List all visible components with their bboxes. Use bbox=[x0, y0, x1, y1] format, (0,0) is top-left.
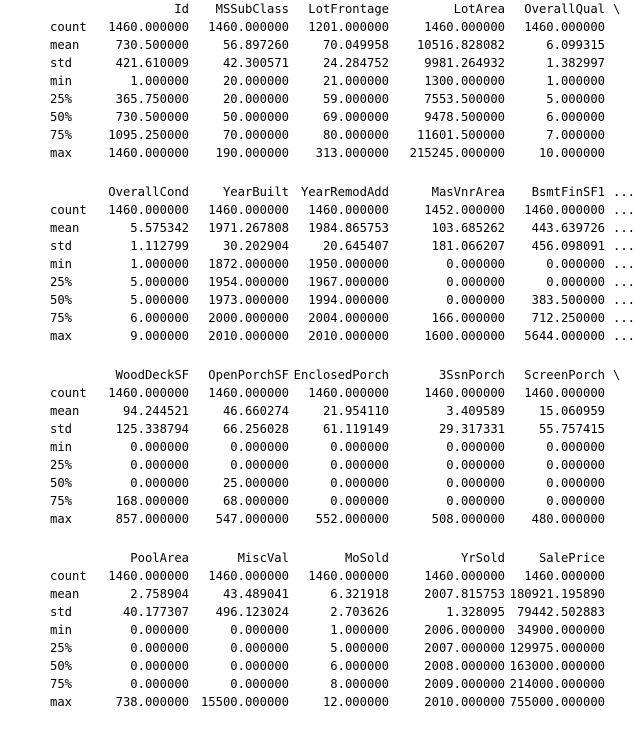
table-cell: 456.098091 bbox=[531, 239, 605, 253]
truncation-ellipsis: ... bbox=[613, 221, 636, 235]
table-cell: 2.758904 bbox=[130, 587, 189, 601]
table-row bbox=[0, 126, 641, 144]
table-row bbox=[0, 201, 641, 219]
table-row bbox=[0, 90, 641, 108]
table-row bbox=[0, 36, 641, 54]
table-cell: 0.000000 bbox=[130, 623, 189, 637]
truncation-ellipsis: ... bbox=[613, 185, 636, 199]
table-cell: 10516.828082 bbox=[416, 38, 505, 52]
table-cell: 1460.000000 bbox=[208, 386, 289, 400]
row-label: count bbox=[50, 20, 87, 34]
table-row bbox=[0, 18, 641, 36]
table-cell: 129975.000000 bbox=[509, 641, 605, 655]
table-cell: 2007.000000 bbox=[424, 641, 505, 655]
table-cell: 163000.000000 bbox=[509, 659, 605, 673]
table-cell: 0.000000 bbox=[130, 641, 189, 655]
table-cell: 365.750000 bbox=[115, 92, 189, 106]
table-row bbox=[0, 585, 641, 603]
describe-block-1 bbox=[0, 0, 641, 183]
table-cell: 180921.195890 bbox=[509, 587, 605, 601]
truncation-ellipsis: ... bbox=[613, 275, 636, 289]
table-cell: 20.000000 bbox=[222, 74, 289, 88]
table-cell: 61.119149 bbox=[322, 422, 389, 436]
table-cell: 5644.000000 bbox=[524, 329, 605, 343]
table-cell: 0.000000 bbox=[446, 458, 505, 472]
table-cell: 24.284752 bbox=[322, 56, 389, 70]
column-header: BsmtFinSF1 bbox=[531, 185, 605, 199]
row-label: 75% bbox=[50, 677, 73, 691]
table-row bbox=[0, 420, 641, 438]
table-cell: 9981.264932 bbox=[424, 56, 505, 70]
table-cell: 59.000000 bbox=[322, 92, 389, 106]
table-cell: 56.897260 bbox=[222, 38, 289, 52]
table-cell: 1950.000000 bbox=[308, 257, 389, 271]
table-cell: 6.000000 bbox=[330, 659, 389, 673]
table-cell: 1460.000000 bbox=[208, 569, 289, 583]
table-cell: 2010.000000 bbox=[308, 329, 389, 343]
header-row bbox=[0, 0, 641, 18]
table-row bbox=[0, 273, 641, 291]
table-cell: 1.000000 bbox=[130, 257, 189, 271]
table-cell: 857.000000 bbox=[115, 512, 189, 526]
column-header: PoolArea bbox=[130, 551, 189, 565]
table-cell: 1.328095 bbox=[446, 605, 505, 619]
table-cell: 70.049958 bbox=[322, 38, 389, 52]
row-label: std bbox=[50, 239, 73, 253]
table-cell: 69.000000 bbox=[322, 110, 389, 124]
table-cell: 755000.000000 bbox=[509, 695, 605, 709]
table-cell: 1460.000000 bbox=[524, 386, 605, 400]
table-cell: 50.000000 bbox=[222, 110, 289, 124]
column-header: ScreenPorch bbox=[524, 368, 605, 382]
column-header: LotFrontage bbox=[308, 2, 389, 16]
table-cell: 0.000000 bbox=[446, 257, 505, 271]
table-cell: 1.382997 bbox=[546, 56, 605, 70]
truncation-ellipsis: ... bbox=[613, 311, 636, 325]
row-label: std bbox=[50, 56, 73, 70]
header-row bbox=[0, 549, 641, 567]
table-cell: 2010.000000 bbox=[208, 329, 289, 343]
table-cell: 0.000000 bbox=[330, 458, 389, 472]
table-cell: 6.099315 bbox=[546, 38, 605, 52]
table-cell: 80.000000 bbox=[322, 128, 389, 142]
table-cell: 29.317331 bbox=[438, 422, 505, 436]
table-cell: 3.409589 bbox=[446, 404, 505, 418]
table-cell: 42.300571 bbox=[222, 56, 289, 70]
table-cell: 1460.000000 bbox=[308, 386, 389, 400]
table-cell: 0.000000 bbox=[446, 275, 505, 289]
table-cell: 11601.500000 bbox=[416, 128, 505, 142]
row-label: 75% bbox=[50, 494, 73, 508]
table-cell: 1460.000000 bbox=[308, 569, 389, 583]
column-header: YrSold bbox=[460, 551, 505, 565]
table-row bbox=[0, 144, 641, 162]
column-header: EnclosedPorch bbox=[293, 368, 389, 382]
row-label: 25% bbox=[50, 92, 73, 106]
table-cell: 2004.000000 bbox=[308, 311, 389, 325]
table-cell: 383.500000 bbox=[531, 293, 605, 307]
table-cell: 1460.000000 bbox=[108, 20, 189, 34]
table-cell: 1973.000000 bbox=[208, 293, 289, 307]
table-cell: 1460.000000 bbox=[108, 569, 189, 583]
table-cell: 421.610009 bbox=[115, 56, 189, 70]
table-row bbox=[0, 567, 641, 585]
table-row bbox=[0, 108, 641, 126]
row-label: 25% bbox=[50, 641, 73, 655]
table-cell: 0.000000 bbox=[546, 275, 605, 289]
column-header: SalePrice bbox=[538, 551, 605, 565]
table-row bbox=[0, 474, 641, 492]
table-cell: 2000.000000 bbox=[208, 311, 289, 325]
table-cell: 712.250000 bbox=[531, 311, 605, 325]
truncation-ellipsis: ... bbox=[613, 239, 636, 253]
table-cell: 1460.000000 bbox=[424, 386, 505, 400]
column-header: Id bbox=[174, 2, 189, 16]
table-cell: 0.000000 bbox=[130, 677, 189, 691]
table-cell: 0.000000 bbox=[230, 440, 289, 454]
table-cell: 5.000000 bbox=[130, 293, 189, 307]
table-cell: 496.123024 bbox=[215, 605, 289, 619]
table-cell: 0.000000 bbox=[546, 494, 605, 508]
table-row bbox=[0, 456, 641, 474]
table-cell: 313.000000 bbox=[315, 146, 389, 160]
table-cell: 25.000000 bbox=[222, 476, 289, 490]
table-cell: 46.660274 bbox=[222, 404, 289, 418]
table-cell: 43.489041 bbox=[222, 587, 289, 601]
table-cell: 5.575342 bbox=[130, 221, 189, 235]
table-cell: 94.244521 bbox=[122, 404, 189, 418]
table-cell: 738.000000 bbox=[115, 695, 189, 709]
describe-block-3 bbox=[0, 366, 641, 549]
table-cell: 1460.000000 bbox=[424, 569, 505, 583]
row-label: min bbox=[50, 623, 73, 637]
row-label: mean bbox=[50, 221, 80, 235]
table-cell: 0.000000 bbox=[230, 677, 289, 691]
table-cell: 1460.000000 bbox=[424, 20, 505, 34]
table-row bbox=[0, 438, 641, 456]
row-label: 50% bbox=[50, 659, 73, 673]
table-row bbox=[0, 237, 641, 255]
row-label: min bbox=[50, 440, 73, 454]
column-header: MasVnrArea bbox=[431, 185, 505, 199]
table-cell: 34900.000000 bbox=[516, 623, 605, 637]
table-cell: 1460.000000 bbox=[108, 203, 189, 217]
table-cell: 103.685262 bbox=[431, 221, 505, 235]
row-label: count bbox=[50, 569, 87, 583]
table-cell: 2007.815753 bbox=[424, 587, 505, 601]
table-cell: 1460.000000 bbox=[208, 20, 289, 34]
table-cell: 1954.000000 bbox=[208, 275, 289, 289]
table-cell: 0.000000 bbox=[330, 476, 389, 490]
table-cell: 6.000000 bbox=[546, 110, 605, 124]
table-cell: 214000.000000 bbox=[509, 677, 605, 691]
table-cell: 1201.000000 bbox=[308, 20, 389, 34]
table-cell: 1.000000 bbox=[130, 74, 189, 88]
table-cell: 6.000000 bbox=[130, 311, 189, 325]
table-cell: 21.000000 bbox=[322, 74, 389, 88]
table-cell: 0.000000 bbox=[546, 476, 605, 490]
table-cell: 10.000000 bbox=[538, 146, 605, 160]
table-cell: 1.112799 bbox=[130, 239, 189, 253]
table-cell: 1460.000000 bbox=[208, 203, 289, 217]
table-row bbox=[0, 327, 641, 345]
table-cell: 6.321918 bbox=[330, 587, 389, 601]
table-cell: 0.000000 bbox=[330, 440, 389, 454]
column-header: MoSold bbox=[344, 551, 389, 565]
row-label: mean bbox=[50, 587, 80, 601]
table-cell: 190.000000 bbox=[215, 146, 289, 160]
table-cell: 1460.000000 bbox=[308, 203, 389, 217]
table-cell: 8.000000 bbox=[330, 677, 389, 691]
row-label: 50% bbox=[50, 476, 73, 490]
table-row bbox=[0, 402, 641, 420]
row-label: 50% bbox=[50, 293, 73, 307]
table-row bbox=[0, 510, 641, 528]
column-header: YearRemodAdd bbox=[300, 185, 389, 199]
column-header: YearBuilt bbox=[222, 185, 289, 199]
table-row bbox=[0, 255, 641, 273]
table-row bbox=[0, 72, 641, 90]
table-cell: 0.000000 bbox=[230, 641, 289, 655]
row-label: 75% bbox=[50, 128, 73, 142]
table-cell: 0.000000 bbox=[330, 494, 389, 508]
table-cell: 0.000000 bbox=[130, 440, 189, 454]
row-label: min bbox=[50, 257, 73, 271]
table-cell: 0.000000 bbox=[130, 659, 189, 673]
table-cell: 1994.000000 bbox=[308, 293, 389, 307]
table-cell: 1872.000000 bbox=[208, 257, 289, 271]
table-cell: 12.000000 bbox=[322, 695, 389, 709]
table-cell: 0.000000 bbox=[446, 494, 505, 508]
row-label: mean bbox=[50, 38, 80, 52]
table-cell: 0.000000 bbox=[230, 659, 289, 673]
table-cell: 552.000000 bbox=[315, 512, 389, 526]
table-cell: 168.000000 bbox=[115, 494, 189, 508]
row-label: min bbox=[50, 74, 73, 88]
table-cell: 1095.250000 bbox=[108, 128, 189, 142]
line-continuation: \ bbox=[613, 368, 621, 382]
table-cell: 55.757415 bbox=[538, 422, 605, 436]
truncation-ellipsis: ... bbox=[613, 293, 636, 307]
truncation-ellipsis: ... bbox=[613, 203, 636, 217]
table-cell: 0.000000 bbox=[446, 476, 505, 490]
table-cell: 20.000000 bbox=[222, 92, 289, 106]
table-cell: 15.060959 bbox=[538, 404, 605, 418]
table-cell: 1984.865753 bbox=[308, 221, 389, 235]
row-label: 25% bbox=[50, 275, 73, 289]
table-cell: 166.000000 bbox=[431, 311, 505, 325]
row-label: max bbox=[50, 329, 73, 343]
describe-block-2 bbox=[0, 183, 641, 366]
table-cell: 40.177307 bbox=[122, 605, 189, 619]
table-cell: 125.338794 bbox=[115, 422, 189, 436]
table-cell: 2008.000000 bbox=[424, 659, 505, 673]
table-cell: 1300.000000 bbox=[424, 74, 505, 88]
table-cell: 5.000000 bbox=[330, 641, 389, 655]
table-cell: 0.000000 bbox=[546, 440, 605, 454]
table-cell: 2009.000000 bbox=[424, 677, 505, 691]
header-row bbox=[0, 366, 641, 384]
row-label: std bbox=[50, 422, 73, 436]
table-cell: 79442.502883 bbox=[516, 605, 605, 619]
truncation-ellipsis: ... bbox=[613, 257, 636, 271]
table-cell: 1452.000000 bbox=[424, 203, 505, 217]
table-cell: 1.000000 bbox=[546, 74, 605, 88]
table-cell: 2006.000000 bbox=[424, 623, 505, 637]
row-label: mean bbox=[50, 404, 80, 418]
table-cell: 15500.000000 bbox=[200, 695, 289, 709]
table-cell: 0.000000 bbox=[446, 440, 505, 454]
table-cell: 730.500000 bbox=[115, 38, 189, 52]
table-row bbox=[0, 657, 641, 675]
table-row bbox=[0, 621, 641, 639]
table-row bbox=[0, 492, 641, 510]
table-cell: 547.000000 bbox=[215, 512, 289, 526]
table-cell: 70.000000 bbox=[222, 128, 289, 142]
table-cell: 7.000000 bbox=[546, 128, 605, 142]
row-label: max bbox=[50, 512, 73, 526]
table-cell: 68.000000 bbox=[222, 494, 289, 508]
table-cell: 5.000000 bbox=[130, 275, 189, 289]
table-cell: 0.000000 bbox=[130, 476, 189, 490]
table-cell: 181.066207 bbox=[431, 239, 505, 253]
table-cell: 0.000000 bbox=[230, 623, 289, 637]
row-label: 50% bbox=[50, 110, 73, 124]
table-cell: 2010.000000 bbox=[424, 695, 505, 709]
column-header: MiscVal bbox=[237, 551, 289, 565]
table-cell: 0.000000 bbox=[130, 458, 189, 472]
table-cell: 1460.000000 bbox=[108, 146, 189, 160]
table-cell: 508.000000 bbox=[431, 512, 505, 526]
table-cell: 0.000000 bbox=[446, 293, 505, 307]
table-cell: 1600.000000 bbox=[424, 329, 505, 343]
table-cell: 0.000000 bbox=[546, 257, 605, 271]
table-cell: 21.954110 bbox=[322, 404, 389, 418]
column-header: WoodDeckSF bbox=[115, 368, 189, 382]
table-row bbox=[0, 693, 641, 711]
table-cell: 1460.000000 bbox=[524, 203, 605, 217]
table-cell: 730.500000 bbox=[115, 110, 189, 124]
table-cell: 7553.500000 bbox=[424, 92, 505, 106]
column-header: OverallQual bbox=[524, 2, 605, 16]
table-cell: 0.000000 bbox=[230, 458, 289, 472]
table-cell: 5.000000 bbox=[546, 92, 605, 106]
table-row bbox=[0, 54, 641, 72]
table-cell: 1460.000000 bbox=[524, 20, 605, 34]
table-cell: 215245.000000 bbox=[409, 146, 505, 160]
table-row bbox=[0, 384, 641, 402]
table-cell: 443.639726 bbox=[531, 221, 605, 235]
table-cell: 20.645407 bbox=[322, 239, 389, 253]
line-continuation: \ bbox=[613, 2, 621, 16]
table-cell: 1460.000000 bbox=[108, 386, 189, 400]
table-cell: 0.000000 bbox=[546, 458, 605, 472]
table-cell: 1967.000000 bbox=[308, 275, 389, 289]
column-header: 3SsnPorch bbox=[438, 368, 505, 382]
table-cell: 1971.267808 bbox=[208, 221, 289, 235]
table-row bbox=[0, 291, 641, 309]
row-label: std bbox=[50, 605, 73, 619]
describe-block-4 bbox=[0, 549, 641, 732]
header-row bbox=[0, 183, 641, 201]
column-header: LotArea bbox=[453, 2, 505, 16]
row-label: count bbox=[50, 203, 87, 217]
table-row bbox=[0, 639, 641, 657]
row-label: 75% bbox=[50, 311, 73, 325]
table-cell: 480.000000 bbox=[531, 512, 605, 526]
table-cell: 9478.500000 bbox=[424, 110, 505, 124]
table-row bbox=[0, 603, 641, 621]
row-label: max bbox=[50, 146, 73, 160]
table-cell: 30.202904 bbox=[222, 239, 289, 253]
table-cell: 1.000000 bbox=[330, 623, 389, 637]
table-cell: 9.000000 bbox=[130, 329, 189, 343]
column-header: MSSubClass bbox=[215, 2, 289, 16]
row-label: count bbox=[50, 386, 87, 400]
table-cell: 66.256028 bbox=[222, 422, 289, 436]
row-label: 25% bbox=[50, 458, 73, 472]
truncation-ellipsis: ... bbox=[613, 329, 636, 343]
column-header: OpenPorchSF bbox=[208, 368, 289, 382]
table-row bbox=[0, 309, 641, 327]
table-row bbox=[0, 675, 641, 693]
table-cell: 1460.000000 bbox=[524, 569, 605, 583]
table-cell: 2.703626 bbox=[330, 605, 389, 619]
table-row bbox=[0, 219, 641, 237]
column-header: OverallCond bbox=[108, 185, 189, 199]
row-label: max bbox=[50, 695, 73, 709]
